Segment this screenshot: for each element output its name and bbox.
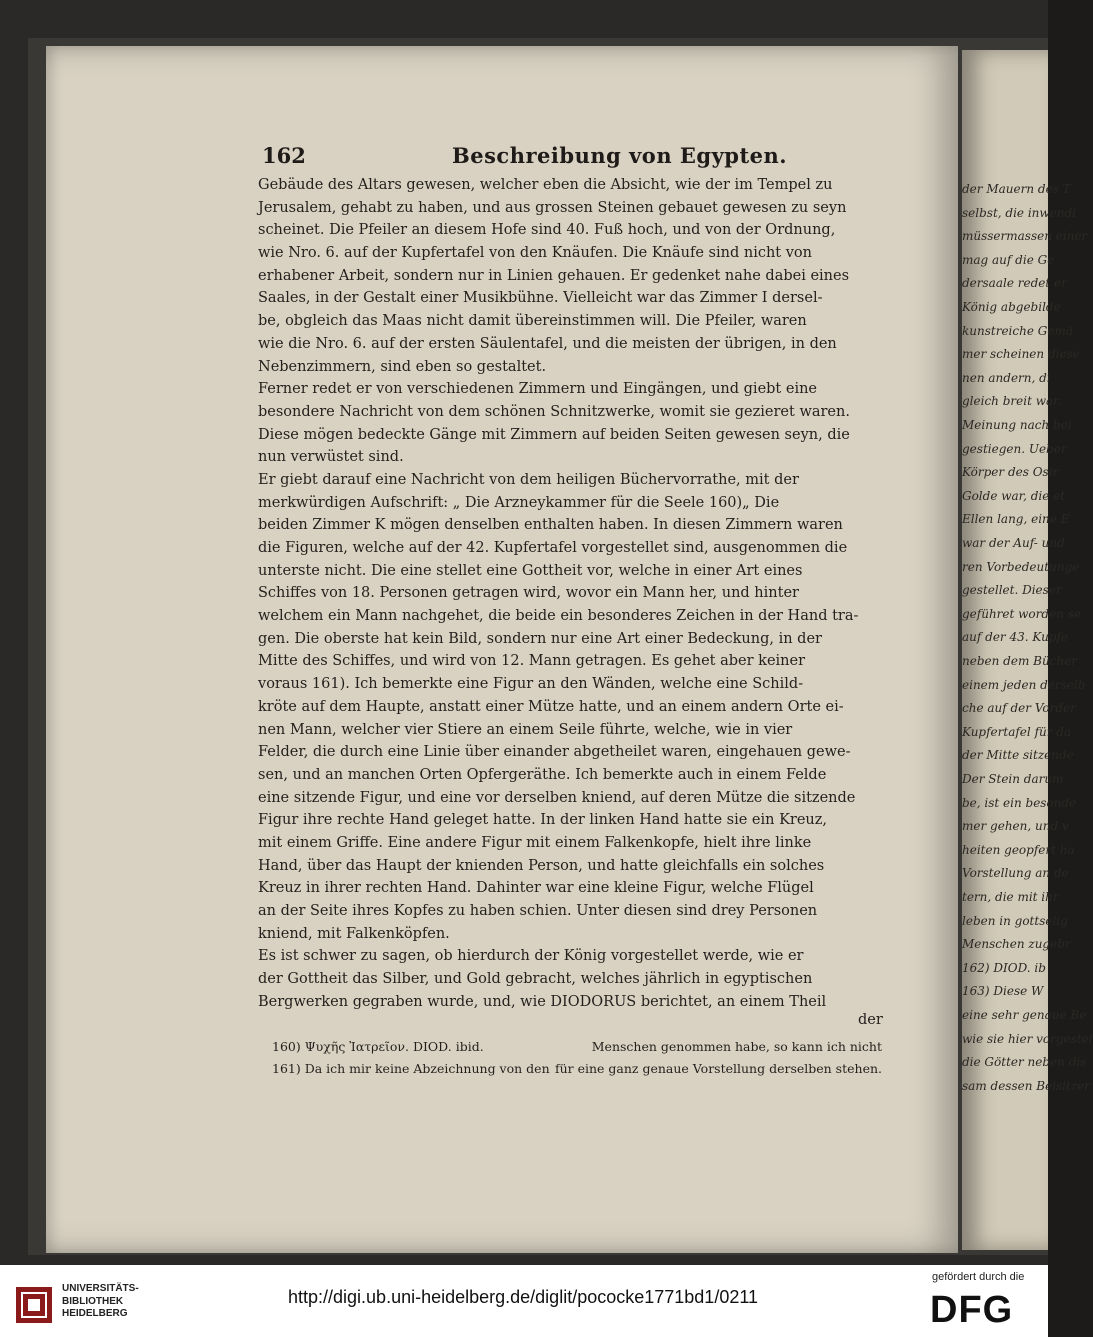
text-line: gen. Die oberste hat kein Bild, sondern nur eine Art einer Bedeckung, in der — [258, 630, 822, 647]
permalink-url[interactable]: http://digi.ub.uni-heidelberg.de/diglit/pococke1771bd1/0211 — [288, 1287, 759, 1307]
adjacent-page-fragment: mer scheinen diese — [962, 347, 1080, 362]
text-line: Ferner redet er von verschiedenen Zimmern und Eingängen, und giebt eine — [258, 381, 818, 398]
adjacent-page-fragment: müssermassen einer — [962, 229, 1088, 244]
adjacent-page-fragment: be, ist ein besonde — [962, 795, 1077, 810]
footnote-left: 160) Ψυχῆς Ἰατρεῖον. DIOD. ibid. — [272, 1039, 484, 1054]
adjacent-page-fragment: che auf der Vorder — [962, 701, 1076, 716]
footnote-line — [272, 1058, 882, 1080]
text-line: nen Mann, welcher vier Stiere an einem Seile führte, welche, wie in vier — [258, 721, 793, 738]
text-line: voraus 161). Ich bemerkte eine Figur an den Wänden, welche eine Schild- — [258, 676, 804, 693]
adjacent-page-fragment: geführet worden se — [962, 606, 1081, 621]
text-line: erhabener Arbeit, sondern nur in Linien gehauen. Er gedenket nahe dabei eines — [258, 267, 850, 284]
adjacent-page-fragment: nen andern, di — [962, 370, 1051, 385]
institution-line: HEIDELBERG — [62, 1308, 128, 1319]
text-line: Es ist schwer zu sagen, ob hierdurch der König vorgestellet werde, wie er — [258, 948, 804, 965]
text-line: wie Nro. 6. auf der Kupfertafel von den Knäufen. Die Knäufe sind nicht von — [258, 245, 812, 262]
viewer-footer — [0, 1265, 1048, 1337]
text-line: Figur ihre rechte Hand geleget hatte. In der linken Hand hatte sie ein Kreuz, — [258, 812, 828, 829]
adjacent-page-fragment: war der Auf- und — [962, 536, 1065, 550]
text-line: nun verwüstet sind. — [258, 449, 404, 466]
text-line: beiden Zimmer K mögen denselben enthalten haben. In diesen Zimmern waren — [258, 517, 843, 534]
footnotes — [272, 1036, 882, 1080]
adjacent-page-fragment: mag auf die Ge — [962, 252, 1055, 267]
adjacent-page-fragment: Meinung nach bei — [962, 418, 1072, 432]
catchword: der — [858, 1012, 883, 1028]
university-seal-icon — [14, 1285, 54, 1325]
adjacent-page-fragment: auf der 43. Kupfe — [962, 630, 1069, 645]
adjacent-page-fragment: mer gehen, und v — [962, 819, 1069, 834]
body-text — [258, 174, 882, 1013]
text-line: Hand, über das Haupt der knienden Person, und hatte gleichfalls ein solches — [258, 857, 825, 874]
running-head: Beschreibung von Egypten. — [452, 143, 788, 168]
adjacent-page-fragment: sam dessen Beisitzer — [962, 1078, 1090, 1093]
adjacent-page — [962, 50, 1093, 1250]
text-line: merkwürdigen Aufschrift: „ Die Arzneykammer für die Seele 160)„ Die — [258, 494, 780, 511]
adjacent-page-fragment: Der Stein darum — [962, 772, 1064, 786]
adjacent-page-fragment: leben in gottselig — [962, 913, 1068, 928]
adjacent-page-fragment: 163) Diese W — [962, 984, 1044, 999]
text-line: an der Seite ihres Kopfes zu haben schien. Unter diesen sind drey Personen — [258, 903, 818, 919]
text-line: Gebäude des Altars gewesen, welcher eben die Absicht, wie der im Tempel zu — [258, 177, 833, 193]
text-line: Jerusalem, gehabt zu haben, und aus grossen Steinen gebauet gewesen zu seyn — [258, 199, 847, 216]
text-line: Felder, die durch eine Linie über einander abgetheilet waren, eingehauen gewe- — [258, 744, 851, 761]
institution-line: BIBLIOTHEK — [62, 1295, 124, 1307]
text-line: unterste nicht. Die eine stellet eine Gottheit vor, welche in einer Art eines — [258, 562, 803, 579]
text-line: welchem ein Mann nachgehet, die beide ein besonderes Zeichen in der Hand tra- — [258, 608, 859, 625]
funded-by-label: gefördert durch die — [932, 1271, 1025, 1283]
text-line: mit einem Griffe. Eine andere Figur mit einem Falkenkopfe, hielt ihre linke — [258, 834, 812, 851]
adjacent-page-fragment: Vorstellung an de — [962, 866, 1069, 881]
text-line: Schiffes von 18. Personen getragen wird, wovor ein Mann her, und hinter — [258, 585, 799, 602]
adjacent-page-fragment: Ellen lang, eine E — [962, 512, 1070, 527]
adjacent-page-fragment: gestiegen. Ueber — [962, 441, 1067, 456]
adjacent-page-fragment: 162) DIOD. ib — [962, 960, 1046, 975]
text-line: Diese mögen bedeckte Gänge mit Zimmern auf beiden Seiten gewesen seyn, die — [258, 426, 850, 443]
adjacent-page-fragment: tern, die mit ihr — [962, 890, 1059, 904]
text-line: Kreuz in ihrer rechten Hand. Dahinter war eine kleine Figur, welche Flügel — [258, 880, 814, 897]
adjacent-page-fragment: einem jeden derselb — [962, 677, 1086, 692]
adjacent-page-fragment: Golde war, die et — [962, 488, 1066, 503]
text-line: der Gottheit das Silber, und Gold gebracht, welches jährlich in egyptischen — [258, 971, 813, 988]
adjacent-page-fragment: heiten geopfert ha — [962, 842, 1075, 857]
text-line: be, obgleich das Maas nicht damit übereinstimmen will. Die Pfeiler, waren — [258, 313, 807, 330]
page-number: 162 — [262, 143, 306, 168]
adjacent-page-fragment: Menschen zugebr — [962, 937, 1071, 952]
text-line: eine sitzende Figur, und eine vor derselben kniend, auf deren Mütze die sitzende — [258, 789, 856, 806]
text-line: Er giebt darauf eine Nachricht von dem heiligen Büchervorrathe, mit der — [258, 471, 799, 488]
text-line: sen, und an manchen Orten Opfergeräthe. Ich bemerkte auch in einem Felde — [258, 766, 827, 783]
adjacent-page-fragment: König abgebilde — [962, 300, 1061, 314]
text-line: Nebenzimmern, sind eben so gestaltet. — [258, 358, 547, 375]
footnote-right: für eine ganz genaue Vorstellung derselben stehen. — [554, 1061, 882, 1076]
text-line: Mitte des Schiffes, und wird von 12. Mann getragen. Es gehet aber keiner — [258, 653, 806, 670]
adjacent-page-fragment: wie sie hier vorgestel — [962, 1031, 1093, 1046]
adjacent-page-fragment: gestellet. Dieser — [962, 583, 1062, 598]
adjacent-page-fragment: der Mitte sitzende — [962, 748, 1074, 763]
text-line: besondere Nachricht von dem schönen Schnitzwerke, womit sie gezieret waren. — [258, 403, 850, 420]
footnote-line — [272, 1036, 882, 1058]
institution-line: UNIVERSITÄTS- — [62, 1283, 139, 1294]
footnote-left: 161) Da ich mir keine Abzeichnung von den — [272, 1061, 550, 1076]
adjacent-page-fragment: die Götter neben dis — [962, 1055, 1087, 1070]
text-line: kniend, mit Falkenköpfen. — [258, 925, 450, 942]
adjacent-page-fragment: selbst, die inwendi — [962, 205, 1077, 220]
adjacent-page-fragment: gleich breit war. — [962, 394, 1062, 409]
text-line: Bergwerken gegraben wurde, und, wie DIODORUS berichtet, an einem Theil — [258, 993, 827, 1010]
text-line: die Figuren, welche auf der 42. Kupfertafel vorgestellet sind, ausgenommen die — [258, 540, 848, 556]
adjacent-page-fragment: ren Vorbedeutunge — [962, 559, 1080, 574]
text-line: Saales, in der Gestalt einer Musikbühne. Vielleicht war das Zimmer I dersel- — [258, 290, 823, 307]
adjacent-page-fragment: kunstreiche Gemä — [962, 323, 1073, 338]
adjacent-page-fragment: dersaale redet er — [962, 276, 1067, 291]
text-line: scheinet. Die Pfeiler an diesem Hofe sind 40. Fuß hoch, und von der Ordnung, — [258, 222, 836, 239]
text-line: wie die Nro. 6. auf der ersten Säulentafel, und die meisten der übrigen, in den — [258, 335, 837, 352]
adjacent-page-fragment: der Mauern des T — [962, 182, 1071, 196]
institution-name — [62, 1283, 139, 1321]
text-line: kröte auf dem Haupte, anstatt einer Mütze hatte, und an einem andern Orte ei- — [258, 698, 844, 715]
adjacent-page-fragment: eine sehr genaue Be — [962, 1008, 1087, 1022]
page-header — [262, 143, 892, 173]
adjacent-page-fragment: neben dem Bücher — [962, 654, 1077, 668]
adjacent-page-fragment: Körper des Osir — [962, 465, 1059, 480]
dfg-logo: DFG — [930, 1289, 1014, 1331]
footnote-right: Menschen genommen habe, so kann ich nicht — [591, 1039, 882, 1054]
adjacent-page-fragment: Kupfertafel für da — [962, 724, 1072, 739]
